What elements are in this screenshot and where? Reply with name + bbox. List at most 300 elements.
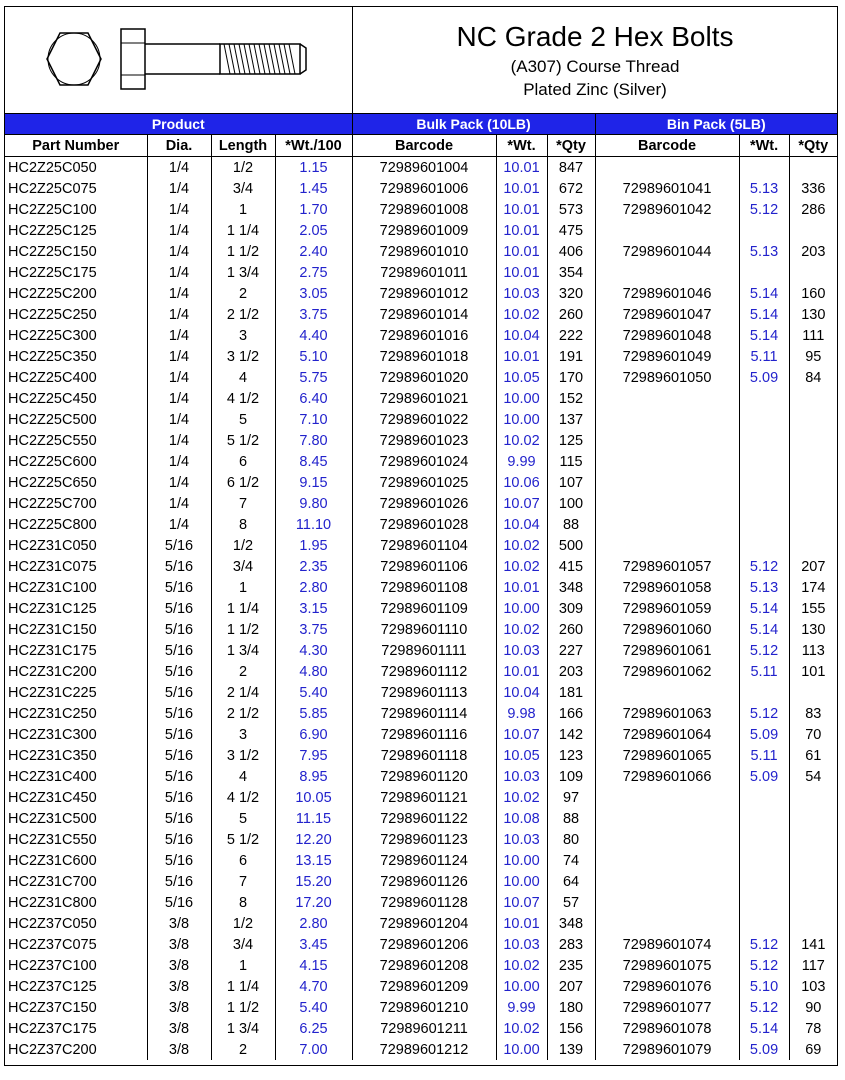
- col-bin-qty: *Qty: [789, 135, 837, 157]
- cell-bulk-weight: 10.01: [496, 178, 547, 199]
- cell-bin-weight: [739, 430, 789, 451]
- group-bin-pack: Bin Pack (5LB): [595, 114, 837, 135]
- table-row: [5, 283, 837, 304]
- cell-bin-qty: 286: [789, 199, 837, 220]
- table-row: [5, 997, 837, 1018]
- cell-bulk-weight: 10.03: [496, 283, 547, 304]
- cell-bin-weight: 5.12: [739, 955, 789, 976]
- cell-bulk-qty: 203: [547, 661, 595, 682]
- cell-dia: 5/16: [147, 640, 211, 661]
- cell-length: 3/4: [211, 934, 275, 955]
- cell-part-number: HC2Z31C400: [8, 768, 97, 785]
- cell-bulk-barcode: 72989601009: [352, 220, 496, 241]
- cell-bin-qty: [789, 430, 837, 451]
- cell-bin-weight: [739, 472, 789, 493]
- cell-weight-per-100: 3.15: [275, 598, 352, 619]
- cell-bin-barcode: [595, 787, 739, 808]
- cell-bulk-qty: 415: [547, 556, 595, 577]
- cell-bulk-barcode: 72989601010: [352, 241, 496, 262]
- cell-part-number: HC2Z37C050: [8, 915, 97, 932]
- cell-length: 1 1/2: [211, 241, 275, 262]
- cell-part-number: HC2Z37C150: [8, 999, 97, 1016]
- table-row: [5, 724, 837, 745]
- cell-length: 3/4: [211, 556, 275, 577]
- cell-bulk-qty: 235: [547, 955, 595, 976]
- cell-weight-per-100: 12.20: [275, 829, 352, 850]
- cell-bulk-weight: 10.01: [496, 346, 547, 367]
- cell-bin-barcode: [595, 913, 739, 934]
- cell-bin-weight: 5.14: [739, 619, 789, 640]
- cell-part-number: HC2Z37C125: [8, 978, 97, 995]
- cell-bulk-weight: 10.01: [496, 577, 547, 598]
- cell-bin-weight: [739, 157, 789, 179]
- cell-bulk-weight: 10.02: [496, 430, 547, 451]
- cell-dia: 1/4: [147, 325, 211, 346]
- cell-length: 4 1/2: [211, 787, 275, 808]
- cell-bulk-qty: 180: [547, 997, 595, 1018]
- cell-bulk-weight: 10.04: [496, 514, 547, 535]
- cell-weight-per-100: 10.05: [275, 787, 352, 808]
- cell-bulk-barcode: 72989601018: [352, 346, 496, 367]
- cell-part-number: HC2Z25C050: [8, 159, 97, 176]
- cell-bin-qty: [789, 451, 837, 472]
- cell-bulk-weight: 10.00: [496, 871, 547, 892]
- cell-part-number: HC2Z31C150: [8, 621, 97, 638]
- cell-bin-barcode: [595, 514, 739, 535]
- cell-dia: 3/8: [147, 1039, 211, 1060]
- cell-dia: 3/8: [147, 913, 211, 934]
- cell-length: 6: [211, 451, 275, 472]
- cell-bulk-weight: 10.00: [496, 598, 547, 619]
- cell-bulk-weight: 10.02: [496, 619, 547, 640]
- table-row: [5, 367, 837, 388]
- col-bulk-qty: *Qty: [547, 135, 595, 157]
- table-row: [5, 682, 837, 703]
- cell-length: 7: [211, 493, 275, 514]
- cell-weight-per-100: 8.95: [275, 766, 352, 787]
- cell-bin-qty: 69: [789, 1039, 837, 1060]
- cell-bin-weight: 5.14: [739, 598, 789, 619]
- cell-bulk-barcode: 72989601025: [352, 472, 496, 493]
- cell-dia: 3/8: [147, 955, 211, 976]
- cell-dia: 1/4: [147, 262, 211, 283]
- cell-length: 1: [211, 199, 275, 220]
- cell-weight-per-100: 3.05: [275, 283, 352, 304]
- table-row: [5, 787, 837, 808]
- cell-weight-per-100: 17.20: [275, 892, 352, 913]
- table-row: [5, 1018, 837, 1039]
- cell-bulk-barcode: 72989601113: [352, 682, 496, 703]
- table-row: [5, 514, 837, 535]
- col-bulk-barcode: Barcode: [352, 135, 496, 157]
- col-weight-per-100: *Wt./100: [275, 135, 352, 157]
- cell-bin-qty: [789, 493, 837, 514]
- cell-bin-weight: 5.14: [739, 1018, 789, 1039]
- cell-bulk-weight: 10.05: [496, 367, 547, 388]
- cell-bulk-weight: 10.01: [496, 913, 547, 934]
- table-row: [5, 241, 837, 262]
- cell-bulk-barcode: 72989601110: [352, 619, 496, 640]
- subtitle-thread: (A307) Course Thread: [510, 57, 680, 76]
- cell-bulk-qty: 125: [547, 430, 595, 451]
- cell-bin-barcode: 72989601044: [595, 241, 739, 262]
- cell-part-number: HC2Z25C350: [8, 348, 97, 365]
- cell-bulk-barcode: 72989601024: [352, 451, 496, 472]
- cell-bin-weight: [739, 787, 789, 808]
- cell-dia: 5/16: [147, 787, 211, 808]
- cell-bulk-barcode: 72989601108: [352, 577, 496, 598]
- cell-weight-per-100: 4.30: [275, 640, 352, 661]
- cell-weight-per-100: 3.75: [275, 619, 352, 640]
- cell-weight-per-100: 15.20: [275, 871, 352, 892]
- cell-bin-barcode: 72989601065: [595, 745, 739, 766]
- cell-bin-barcode: 72989601061: [595, 640, 739, 661]
- cell-bin-weight: 5.12: [739, 703, 789, 724]
- cell-dia: 1/4: [147, 493, 211, 514]
- cell-bulk-weight: 10.02: [496, 955, 547, 976]
- cell-dia: 3/8: [147, 976, 211, 997]
- col-bin-weight: *Wt.: [739, 135, 789, 157]
- cell-bin-weight: 5.11: [739, 346, 789, 367]
- cell-bulk-qty: 123: [547, 745, 595, 766]
- cell-bulk-weight: 10.02: [496, 787, 547, 808]
- cell-bin-weight: [739, 913, 789, 934]
- col-bulk-weight: *Wt.: [496, 135, 547, 157]
- cell-bulk-barcode: 72989601028: [352, 514, 496, 535]
- cell-bin-weight: 5.14: [739, 283, 789, 304]
- cell-bulk-barcode: 72989601124: [352, 850, 496, 871]
- table-row: [5, 619, 837, 640]
- cell-weight-per-100: 5.10: [275, 346, 352, 367]
- cell-bin-qty: [789, 388, 837, 409]
- cell-part-number: HC2Z31C700: [8, 873, 97, 890]
- cell-bin-barcode: [595, 871, 739, 892]
- cell-bin-barcode: [595, 850, 739, 871]
- cell-bulk-barcode: 72989601111: [352, 640, 496, 661]
- cell-bulk-qty: 348: [547, 913, 595, 934]
- cell-length: 1 1/4: [211, 220, 275, 241]
- cell-bulk-weight: 10.03: [496, 934, 547, 955]
- cell-part-number: HC2Z31C350: [8, 747, 97, 764]
- cell-bulk-barcode: 72989601210: [352, 997, 496, 1018]
- cell-length: 1: [211, 955, 275, 976]
- cell-part-number: HC2Z25C550: [8, 432, 97, 449]
- cell-weight-per-100: 2.80: [275, 913, 352, 934]
- cell-dia: 1/4: [147, 430, 211, 451]
- cell-bin-barcode: 72989601049: [595, 346, 739, 367]
- cell-bulk-weight: 10.02: [496, 556, 547, 577]
- cell-bin-weight: 5.14: [739, 304, 789, 325]
- cell-bin-barcode: 72989601041: [595, 178, 739, 199]
- cell-bulk-barcode: 72989601022: [352, 409, 496, 430]
- cell-weight-per-100: 2.05: [275, 220, 352, 241]
- cell-bulk-qty: 139: [547, 1039, 595, 1060]
- cell-bulk-weight: 10.07: [496, 493, 547, 514]
- cell-part-number: HC2Z25C600: [8, 453, 97, 470]
- cell-bulk-weight: 10.00: [496, 409, 547, 430]
- cell-length: 2: [211, 661, 275, 682]
- table-row: [5, 976, 837, 997]
- cell-bulk-qty: 107: [547, 472, 595, 493]
- table-row: [5, 556, 837, 577]
- cell-bulk-qty: 475: [547, 220, 595, 241]
- cell-bulk-barcode: 72989601016: [352, 325, 496, 346]
- cell-bin-qty: [789, 871, 837, 892]
- cell-bulk-qty: 207: [547, 976, 595, 997]
- table-row: [5, 808, 837, 829]
- cell-length: 8: [211, 514, 275, 535]
- group-product: Product: [5, 114, 352, 135]
- cell-part-number: HC2Z31C200: [8, 663, 97, 680]
- cell-bin-qty: 103: [789, 976, 837, 997]
- title-block: [353, 7, 837, 113]
- cell-part-number: HC2Z25C200: [8, 285, 97, 302]
- cell-part-number: HC2Z31C125: [8, 600, 97, 617]
- cell-bulk-barcode: 72989601011: [352, 262, 496, 283]
- cell-bin-qty: [789, 409, 837, 430]
- cell-bin-qty: [789, 829, 837, 850]
- cell-part-number: HC2Z31C175: [8, 642, 97, 659]
- cell-bin-qty: [789, 262, 837, 283]
- cell-bin-barcode: 72989601066: [595, 766, 739, 787]
- cell-bin-barcode: 72989601048: [595, 325, 739, 346]
- cell-length: 8: [211, 892, 275, 913]
- cell-bulk-weight: 10.01: [496, 661, 547, 682]
- cell-part-number: HC2Z31C500: [8, 810, 97, 827]
- cell-bulk-qty: 80: [547, 829, 595, 850]
- cell-bin-weight: 5.13: [739, 577, 789, 598]
- table-row: [5, 892, 837, 913]
- cell-bin-qty: [789, 682, 837, 703]
- cell-length: 3: [211, 325, 275, 346]
- cell-bulk-weight: 9.98: [496, 703, 547, 724]
- cell-weight-per-100: 7.10: [275, 409, 352, 430]
- cell-bulk-barcode: 72989601204: [352, 913, 496, 934]
- cell-dia: 5/16: [147, 850, 211, 871]
- cell-bulk-qty: 227: [547, 640, 595, 661]
- table-row: [5, 388, 837, 409]
- cell-bin-qty: 174: [789, 577, 837, 598]
- cell-bin-qty: 117: [789, 955, 837, 976]
- cell-length: 3/4: [211, 178, 275, 199]
- cell-bin-barcode: [595, 157, 739, 179]
- table-row: [5, 493, 837, 514]
- cell-dia: 5/16: [147, 577, 211, 598]
- cell-bulk-qty: 137: [547, 409, 595, 430]
- cell-bin-weight: [739, 388, 789, 409]
- cell-bulk-barcode: 72989601128: [352, 892, 496, 913]
- cell-bin-qty: [789, 535, 837, 556]
- cell-bin-qty: 70: [789, 724, 837, 745]
- cell-bulk-qty: 309: [547, 598, 595, 619]
- cell-bulk-barcode: 72989601012: [352, 283, 496, 304]
- cell-bin-weight: 5.11: [739, 661, 789, 682]
- cell-part-number: HC2Z25C150: [8, 243, 97, 260]
- cell-weight-per-100: 6.25: [275, 1018, 352, 1039]
- cell-weight-per-100: 5.40: [275, 682, 352, 703]
- cell-bulk-barcode: 72989601004: [352, 157, 496, 179]
- cell-dia: 5/16: [147, 556, 211, 577]
- cell-bulk-qty: 57: [547, 892, 595, 913]
- cell-bin-barcode: [595, 472, 739, 493]
- cell-length: 1 3/4: [211, 262, 275, 283]
- cell-bin-weight: 5.13: [739, 178, 789, 199]
- cell-weight-per-100: 9.15: [275, 472, 352, 493]
- cell-bulk-qty: 222: [547, 325, 595, 346]
- cell-dia: 5/16: [147, 892, 211, 913]
- spec-sheet: [4, 6, 838, 1066]
- cell-bulk-weight: 10.07: [496, 724, 547, 745]
- cell-length: 1 1/4: [211, 598, 275, 619]
- cell-dia: 1/4: [147, 220, 211, 241]
- cell-bulk-barcode: 72989601014: [352, 304, 496, 325]
- table-row: [5, 1039, 837, 1060]
- cell-dia: 5/16: [147, 829, 211, 850]
- cell-bin-qty: [789, 913, 837, 934]
- cell-bin-weight: 5.10: [739, 976, 789, 997]
- cell-bin-barcode: [595, 430, 739, 451]
- cell-dia: 1/4: [147, 346, 211, 367]
- cell-bin-barcode: [595, 892, 739, 913]
- cell-bin-barcode: [595, 829, 739, 850]
- cell-length: 4 1/2: [211, 388, 275, 409]
- cell-weight-per-100: 13.15: [275, 850, 352, 871]
- header: [5, 7, 837, 114]
- cell-bulk-qty: 406: [547, 241, 595, 262]
- cell-bin-weight: [739, 682, 789, 703]
- bolt-table: [5, 114, 837, 1060]
- cell-bin-barcode: 72989601075: [595, 955, 739, 976]
- cell-bin-qty: 160: [789, 283, 837, 304]
- cell-bin-barcode: 72989601074: [595, 934, 739, 955]
- cell-bulk-qty: 74: [547, 850, 595, 871]
- cell-bin-barcode: 72989601077: [595, 997, 739, 1018]
- cell-bin-qty: [789, 808, 837, 829]
- cell-part-number: HC2Z31C300: [8, 726, 97, 743]
- cell-bulk-barcode: 72989601211: [352, 1018, 496, 1039]
- cell-length: 2: [211, 1039, 275, 1060]
- table-row: [5, 703, 837, 724]
- cell-bin-weight: [739, 850, 789, 871]
- cell-weight-per-100: 4.15: [275, 955, 352, 976]
- cell-bulk-weight: 10.02: [496, 1018, 547, 1039]
- cell-bulk-barcode: 72989601112: [352, 661, 496, 682]
- cell-bulk-barcode: 72989601008: [352, 199, 496, 220]
- cell-bin-qty: [789, 157, 837, 179]
- cell-bin-qty: 207: [789, 556, 837, 577]
- cell-dia: 1/4: [147, 199, 211, 220]
- cell-bulk-weight: 10.04: [496, 325, 547, 346]
- cell-weight-per-100: 3.75: [275, 304, 352, 325]
- cell-bin-weight: [739, 808, 789, 829]
- cell-dia: 5/16: [147, 871, 211, 892]
- cell-bin-weight: 5.14: [739, 325, 789, 346]
- cell-weight-per-100: 4.80: [275, 661, 352, 682]
- cell-bin-qty: 113: [789, 640, 837, 661]
- cell-bin-weight: [739, 871, 789, 892]
- cell-dia: 5/16: [147, 619, 211, 640]
- cell-bulk-qty: 573: [547, 199, 595, 220]
- cell-bin-barcode: [595, 262, 739, 283]
- cell-part-number: HC2Z31C225: [8, 684, 97, 701]
- cell-bulk-weight: 10.01: [496, 262, 547, 283]
- cell-length: 4: [211, 766, 275, 787]
- cell-bulk-barcode: 72989601114: [352, 703, 496, 724]
- cell-weight-per-100: 1.15: [275, 157, 352, 179]
- cell-dia: 1/4: [147, 472, 211, 493]
- cell-bulk-qty: 260: [547, 619, 595, 640]
- cell-length: 3: [211, 724, 275, 745]
- cell-part-number: HC2Z25C400: [8, 369, 97, 386]
- cell-bin-weight: [739, 829, 789, 850]
- cell-part-number: HC2Z25C075: [8, 180, 97, 197]
- cell-bulk-barcode: 72989601116: [352, 724, 496, 745]
- cell-bin-barcode: [595, 409, 739, 430]
- cell-bin-qty: [789, 850, 837, 871]
- cell-bin-barcode: 72989601047: [595, 304, 739, 325]
- cell-bulk-weight: 10.07: [496, 892, 547, 913]
- cell-bin-weight: 5.13: [739, 241, 789, 262]
- cell-bulk-barcode: 72989601023: [352, 430, 496, 451]
- table-row: [5, 346, 837, 367]
- cell-length: 3 1/2: [211, 745, 275, 766]
- cell-bulk-qty: 152: [547, 388, 595, 409]
- cell-bulk-barcode: 72989601212: [352, 1039, 496, 1060]
- cell-bin-qty: 130: [789, 619, 837, 640]
- cell-bulk-weight: 10.01: [496, 157, 547, 179]
- cell-length: 3 1/2: [211, 346, 275, 367]
- col-dia: Dia.: [147, 135, 211, 157]
- cell-weight-per-100: 1.45: [275, 178, 352, 199]
- table-row: [5, 829, 837, 850]
- cell-part-number: HC2Z37C075: [8, 936, 97, 953]
- cell-bin-barcode: 72989601057: [595, 556, 739, 577]
- cell-length: 1 3/4: [211, 1018, 275, 1039]
- cell-dia: 1/4: [147, 451, 211, 472]
- cell-weight-per-100: 7.80: [275, 430, 352, 451]
- cell-bulk-qty: 142: [547, 724, 595, 745]
- cell-bin-barcode: [595, 220, 739, 241]
- cell-length: 1: [211, 577, 275, 598]
- cell-bulk-weight: 10.01: [496, 220, 547, 241]
- cell-bin-qty: 141: [789, 934, 837, 955]
- cell-bulk-barcode: 72989601206: [352, 934, 496, 955]
- cell-bulk-barcode: 72989601126: [352, 871, 496, 892]
- cell-bulk-qty: 88: [547, 514, 595, 535]
- cell-bin-barcode: [595, 808, 739, 829]
- cell-bulk-qty: 672: [547, 178, 595, 199]
- cell-bin-barcode: [595, 535, 739, 556]
- cell-weight-per-100: 4.70: [275, 976, 352, 997]
- cell-bin-qty: 90: [789, 997, 837, 1018]
- cell-part-number: HC2Z25C100: [8, 201, 97, 218]
- table-row: [5, 661, 837, 682]
- cell-bulk-qty: 170: [547, 367, 595, 388]
- cell-dia: 5/16: [147, 598, 211, 619]
- table-row: [5, 220, 837, 241]
- table-row: [5, 157, 837, 179]
- cell-bulk-weight: 10.06: [496, 472, 547, 493]
- col-bin-barcode: Barcode: [595, 135, 739, 157]
- cell-bin-weight: 5.12: [739, 199, 789, 220]
- cell-dia: 5/16: [147, 535, 211, 556]
- cell-bulk-barcode: 72989601106: [352, 556, 496, 577]
- table-row: [5, 766, 837, 787]
- cell-weight-per-100: 11.15: [275, 808, 352, 829]
- cell-bulk-barcode: 72989601026: [352, 493, 496, 514]
- table-row: [5, 304, 837, 325]
- cell-bin-weight: 5.09: [739, 724, 789, 745]
